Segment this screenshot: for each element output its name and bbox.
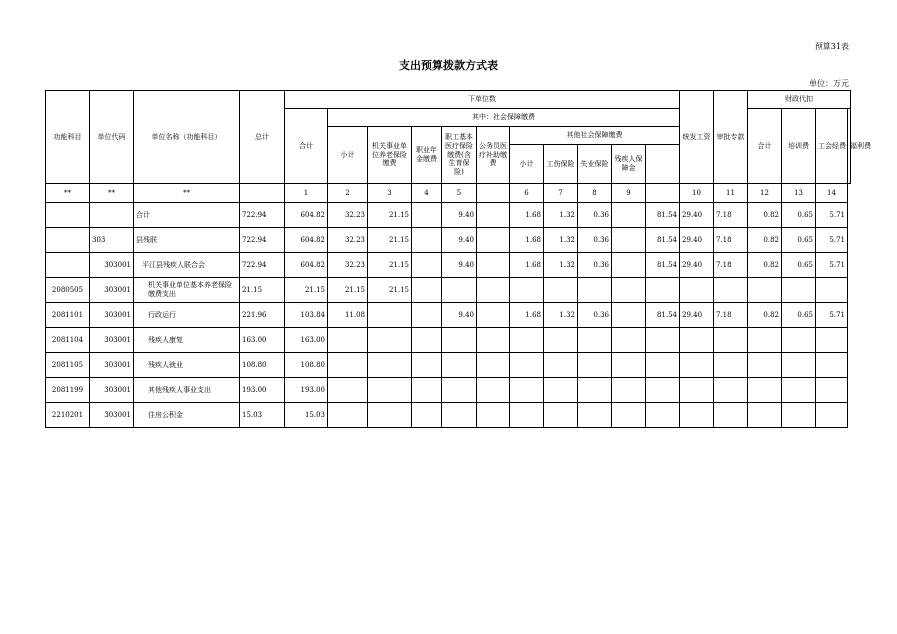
header-civil-medical: 公务员医疗补助缴费 xyxy=(477,127,510,184)
index-cell: 2 xyxy=(328,184,368,203)
func-subject-cell: 2081105 xyxy=(46,353,90,378)
total-cell: 193.00 xyxy=(240,378,285,403)
injury-cell xyxy=(544,403,578,428)
index-cell: 4 xyxy=(412,184,442,203)
union-cell xyxy=(782,328,816,353)
unemployment-cell: 0.36 xyxy=(578,303,612,328)
ss-subtotal-cell: 11.08 xyxy=(328,303,368,328)
unified-salary-cell: 81.54 xyxy=(646,203,680,228)
ss-subtotal-cell: 32.23 xyxy=(328,228,368,253)
ss-subtotal-cell: 32.23 xyxy=(328,253,368,278)
table-row xyxy=(46,253,851,278)
fd-total-cell xyxy=(714,278,748,303)
welfare-cell: 5.71 xyxy=(816,303,848,328)
subtotal-cell: 103.84 xyxy=(285,303,328,328)
table-row xyxy=(46,303,851,328)
pension-cell xyxy=(368,328,412,353)
unit-name-cell: 县残联 xyxy=(134,228,240,253)
total-cell: 21.15 xyxy=(240,278,285,303)
unified-salary-cell xyxy=(646,353,680,378)
header-fiscal-deduction: 财政代扣 xyxy=(748,91,851,109)
header-medical: 职工基本医疗保险缴费(含生育保险) xyxy=(442,127,477,184)
subtotal-cell: 108.80 xyxy=(285,353,328,378)
fd-total-cell: 7.18 xyxy=(714,203,748,228)
index-cell: 14 xyxy=(816,184,848,203)
header-approved-special: 审批专款 xyxy=(714,91,748,184)
union-cell: 0.65 xyxy=(782,303,816,328)
civil-medical-cell xyxy=(477,303,510,328)
disability-fund-cell xyxy=(612,403,646,428)
unemployment-cell: 0.36 xyxy=(578,228,612,253)
unit-code-cell: 303001 xyxy=(90,253,134,278)
subtotal-cell: 163.00 xyxy=(285,328,328,353)
table-row xyxy=(46,328,851,353)
annuity-cell xyxy=(412,403,442,428)
fd-total-cell: 7.18 xyxy=(714,253,748,278)
disability-fund-cell xyxy=(612,278,646,303)
unit-code-cell xyxy=(90,203,134,228)
annuity-cell xyxy=(412,303,442,328)
other-subtotal-cell: 1.68 xyxy=(510,253,544,278)
union-cell: 0.65 xyxy=(782,203,816,228)
header-subtotal-all: 合计 xyxy=(285,109,328,184)
unit-name-cell: 平江县残疾人联合会 xyxy=(134,253,240,278)
pension-cell: 21.15 xyxy=(368,253,412,278)
medical-cell: 9.40 xyxy=(442,203,477,228)
training-cell: 0.82 xyxy=(748,253,782,278)
injury-cell: 1.32 xyxy=(544,303,578,328)
unit-code-cell: 303001 xyxy=(90,378,134,403)
medical-cell xyxy=(442,403,477,428)
index-cell: 13 xyxy=(782,184,816,203)
header-union: 工会经费 xyxy=(816,109,848,184)
unit-label: 单位：万元 xyxy=(809,79,849,88)
header-unemployment: 失业保险 xyxy=(578,145,612,184)
other-subtotal-cell xyxy=(510,328,544,353)
index-cell: ** xyxy=(46,184,90,203)
training-cell xyxy=(748,378,782,403)
civil-medical-cell xyxy=(477,328,510,353)
welfare-cell xyxy=(816,403,848,428)
unified-salary-cell: 81.54 xyxy=(646,253,680,278)
approved-special-cell xyxy=(680,353,714,378)
training-cell: 0.82 xyxy=(748,203,782,228)
func-subject-cell: 2081101 xyxy=(46,303,90,328)
approved-special-cell xyxy=(680,403,714,428)
pension-cell: 21.15 xyxy=(368,278,412,303)
ss-subtotal-cell xyxy=(328,403,368,428)
medical-cell xyxy=(442,353,477,378)
unit-code-cell: 303001 xyxy=(90,278,134,303)
unit-code-cell: 303001 xyxy=(90,303,134,328)
total-cell: 108.80 xyxy=(240,353,285,378)
injury-cell xyxy=(544,278,578,303)
injury-cell xyxy=(544,353,578,378)
welfare-cell xyxy=(816,328,848,353)
index-cell xyxy=(240,184,285,203)
unit-name-cell: 合计 xyxy=(134,203,240,228)
total-cell: 163.00 xyxy=(240,328,285,353)
budget-table xyxy=(45,90,871,428)
pension-cell xyxy=(368,403,412,428)
civil-medical-cell xyxy=(477,378,510,403)
total-cell: 15.03 xyxy=(240,403,285,428)
welfare-cell xyxy=(816,353,848,378)
total-cell: 722.94 xyxy=(240,203,285,228)
unit-code-cell: 303001 xyxy=(90,353,134,378)
ss-subtotal-cell xyxy=(328,353,368,378)
header-ss-subtotal: 小计 xyxy=(328,127,368,184)
unit-name-cell: 机关事业单位基本养老保险缴费支出 xyxy=(134,278,240,303)
annuity-cell xyxy=(412,253,442,278)
index-cell: 9 xyxy=(612,184,646,203)
index-cell: 3 xyxy=(368,184,412,203)
header-total: 总计 xyxy=(240,91,285,184)
annuity-cell xyxy=(412,278,442,303)
annuity-cell xyxy=(412,328,442,353)
union-cell xyxy=(782,378,816,403)
unemployment-cell xyxy=(578,403,612,428)
subtotal-cell: 604.82 xyxy=(285,228,328,253)
unemployment-cell xyxy=(578,378,612,403)
index-cell: 6 xyxy=(510,184,544,203)
unemployment-cell xyxy=(578,328,612,353)
index-cell: ** xyxy=(90,184,134,203)
annuity-cell xyxy=(412,228,442,253)
header-disability-fund: 残疾人保障金 xyxy=(612,145,646,184)
training-cell xyxy=(748,278,782,303)
unemployment-cell xyxy=(578,278,612,303)
disability-fund-cell xyxy=(612,203,646,228)
approved-special-cell xyxy=(680,378,714,403)
other-subtotal-cell: 1.68 xyxy=(510,228,544,253)
index-cell: 12 xyxy=(748,184,782,203)
index-cell: 8 xyxy=(578,184,612,203)
header-lower-unit: 下单位数 xyxy=(285,91,680,109)
training-cell: 0.82 xyxy=(748,228,782,253)
subtotal-cell: 604.82 xyxy=(285,203,328,228)
welfare-cell: 5.71 xyxy=(816,203,848,228)
union-cell xyxy=(782,353,816,378)
subtotal-cell: 21.15 xyxy=(285,278,328,303)
approved-special-cell: 29.40 xyxy=(680,253,714,278)
ss-subtotal-cell xyxy=(328,378,368,403)
other-subtotal-cell: 1.68 xyxy=(510,203,544,228)
unified-salary-cell xyxy=(646,328,680,353)
func-subject-cell xyxy=(46,203,90,228)
unified-salary-cell: 81.54 xyxy=(646,303,680,328)
pension-cell xyxy=(368,353,412,378)
fd-total-cell: 7.18 xyxy=(714,228,748,253)
unit-code-cell: 303001 xyxy=(90,403,134,428)
injury-cell: 1.32 xyxy=(544,228,578,253)
other-subtotal-cell xyxy=(510,378,544,403)
medical-cell xyxy=(442,328,477,353)
index-cell xyxy=(477,184,510,203)
union-cell xyxy=(782,403,816,428)
unified-salary-cell: 81.54 xyxy=(646,228,680,253)
table-row xyxy=(46,378,851,403)
approved-special-cell: 29.40 xyxy=(680,228,714,253)
ss-subtotal-cell: 32.23 xyxy=(328,203,368,228)
header-func-subject: 功能科目 xyxy=(46,91,90,184)
approved-special-cell: 29.40 xyxy=(680,303,714,328)
ss-subtotal-cell xyxy=(328,328,368,353)
form-number: 预算31表 xyxy=(814,42,849,51)
welfare-cell xyxy=(816,278,848,303)
header-welfare: 福利费 xyxy=(848,109,851,184)
union-cell xyxy=(782,278,816,303)
disability-fund-cell xyxy=(612,303,646,328)
header-unit-name: 单位名称（功能科目） xyxy=(134,91,240,184)
annuity-cell xyxy=(412,353,442,378)
table-row xyxy=(46,203,851,228)
annuity-cell xyxy=(412,203,442,228)
training-cell xyxy=(748,328,782,353)
unemployment-cell xyxy=(578,353,612,378)
page-title: 支出预算拨款方式表 xyxy=(399,59,498,72)
pension-cell: 21.15 xyxy=(368,203,412,228)
other-subtotal-cell xyxy=(510,278,544,303)
civil-medical-cell xyxy=(477,253,510,278)
other-subtotal-cell: 1.68 xyxy=(510,303,544,328)
medical-cell xyxy=(442,278,477,303)
fd-total-cell xyxy=(714,403,748,428)
unit-name-cell: 住房公积金 xyxy=(134,403,240,428)
header-training: 培训费 xyxy=(782,109,816,184)
civil-medical-cell xyxy=(477,228,510,253)
medical-cell: 9.40 xyxy=(442,228,477,253)
training-cell: 0.82 xyxy=(748,303,782,328)
func-subject-cell: 2080505 xyxy=(46,278,90,303)
disability-fund-cell xyxy=(612,228,646,253)
table-body xyxy=(46,203,851,428)
func-subject-cell: 2081199 xyxy=(46,378,90,403)
welfare-cell: 5.71 xyxy=(816,253,848,278)
header-other-subtotal: 小计 xyxy=(510,145,544,184)
index-cell: 10 xyxy=(680,184,714,203)
func-subject-cell xyxy=(46,253,90,278)
medical-cell: 9.40 xyxy=(442,253,477,278)
unit-name-cell: 其他残疾人事业支出 xyxy=(134,378,240,403)
pension-cell xyxy=(368,378,412,403)
training-cell xyxy=(748,403,782,428)
welfare-cell xyxy=(816,378,848,403)
civil-medical-cell xyxy=(477,203,510,228)
approved-special-cell xyxy=(680,328,714,353)
index-row xyxy=(46,184,851,203)
unemployment-cell: 0.36 xyxy=(578,203,612,228)
approved-special-cell: 29.40 xyxy=(680,203,714,228)
civil-medical-cell xyxy=(477,353,510,378)
union-cell: 0.65 xyxy=(782,228,816,253)
injury-cell xyxy=(544,378,578,403)
unit-name-cell: 残疾人康复 xyxy=(134,328,240,353)
header-fd-total: 合计 xyxy=(748,109,782,184)
header-other-ss: 其他社会保障缴费 xyxy=(510,127,680,145)
header-injury: 工伤保险 xyxy=(544,145,578,184)
welfare-cell: 5.71 xyxy=(816,228,848,253)
unit-name-cell: 行政运行 xyxy=(134,303,240,328)
injury-cell xyxy=(544,328,578,353)
func-subject-cell: 2081104 xyxy=(46,328,90,353)
fd-total-cell: 7.18 xyxy=(714,303,748,328)
index-cell: ** xyxy=(134,184,240,203)
index-cell: 11 xyxy=(714,184,748,203)
unified-salary-cell xyxy=(646,278,680,303)
ss-subtotal-cell: 21.15 xyxy=(328,278,368,303)
pension-cell: 21.15 xyxy=(368,228,412,253)
medical-cell: 9.40 xyxy=(442,303,477,328)
annuity-cell xyxy=(412,378,442,403)
table-row xyxy=(46,353,851,378)
approved-special-cell xyxy=(680,278,714,303)
total-cell: 221.96 xyxy=(240,303,285,328)
fd-total-cell xyxy=(714,328,748,353)
injury-cell: 1.32 xyxy=(544,253,578,278)
union-cell: 0.65 xyxy=(782,253,816,278)
index-cell xyxy=(646,184,680,203)
other-subtotal-cell xyxy=(510,403,544,428)
total-cell: 722.94 xyxy=(240,228,285,253)
unified-salary-cell xyxy=(646,403,680,428)
table-header xyxy=(46,91,871,203)
func-subject-cell xyxy=(46,228,90,253)
disability-fund-cell xyxy=(612,353,646,378)
subtotal-cell: 15.03 xyxy=(285,403,328,428)
header-blank xyxy=(646,145,680,184)
fd-total-cell xyxy=(714,378,748,403)
table-row xyxy=(46,278,851,303)
training-cell xyxy=(748,353,782,378)
table-row xyxy=(46,228,851,253)
subtotal-cell: 193.00 xyxy=(285,378,328,403)
unified-salary-cell xyxy=(646,378,680,403)
civil-medical-cell xyxy=(477,278,510,303)
header-pension: 机关事业单位养老保险缴费 xyxy=(368,127,412,184)
index-cell: 7 xyxy=(544,184,578,203)
unit-code-cell: 303 xyxy=(90,228,134,253)
unit-name-cell: 残疾人就业 xyxy=(134,353,240,378)
total-cell: 722.94 xyxy=(240,253,285,278)
pension-cell xyxy=(368,303,412,328)
index-cell: 5 xyxy=(442,184,477,203)
subtotal-cell: 604.82 xyxy=(285,253,328,278)
header-unit-code: 单位代码 xyxy=(90,91,134,184)
disability-fund-cell xyxy=(612,378,646,403)
header-social-security: 其中：社会保障缴费 xyxy=(328,109,680,127)
func-subject-cell: 2210201 xyxy=(46,403,90,428)
header-annuity: 职业年金缴费 xyxy=(412,127,442,184)
unit-code-cell: 303001 xyxy=(90,328,134,353)
index-cell: 1 xyxy=(285,184,328,203)
other-subtotal-cell xyxy=(510,353,544,378)
fd-total-cell xyxy=(714,353,748,378)
disability-fund-cell xyxy=(612,328,646,353)
civil-medical-cell xyxy=(477,403,510,428)
unemployment-cell: 0.36 xyxy=(578,253,612,278)
medical-cell xyxy=(442,378,477,403)
disability-fund-cell xyxy=(612,253,646,278)
injury-cell: 1.32 xyxy=(544,203,578,228)
header-unified-salary: 统发工资 xyxy=(680,91,714,184)
table-row xyxy=(46,403,851,428)
